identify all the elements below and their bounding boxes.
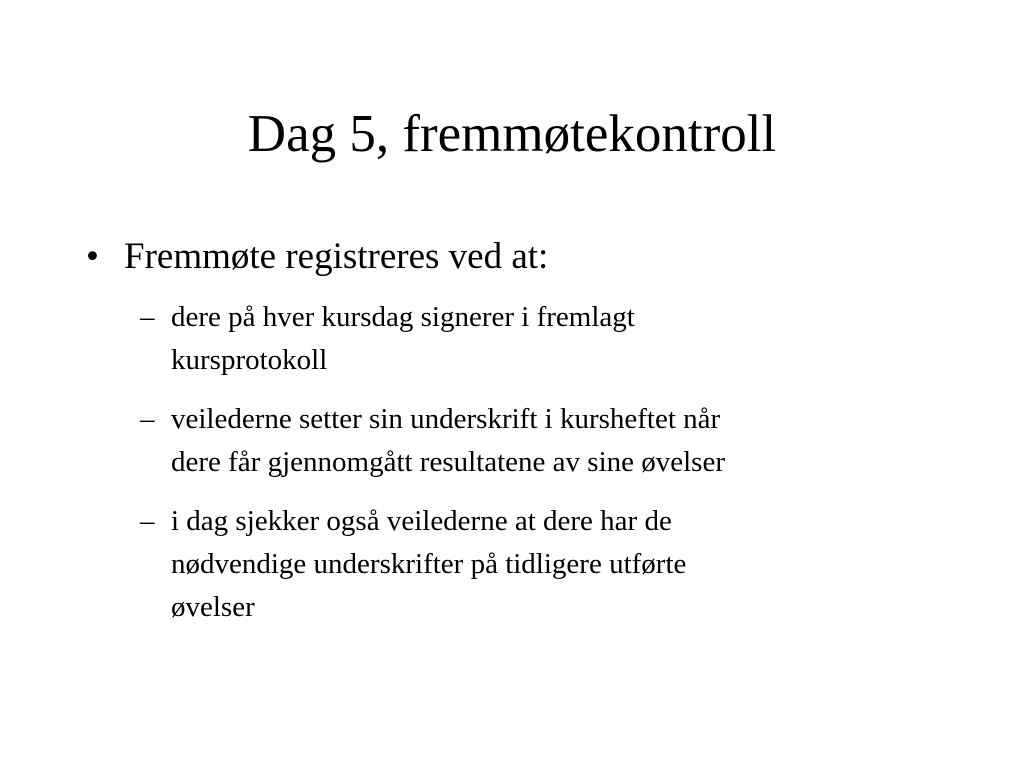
sub-bullet-item — [140, 296, 960, 382]
bullet-text: Fremmøte registreres ved at: — [124, 236, 549, 277]
sub-bullet-line: dere på hver kursdag signerer i fremlagt — [171, 301, 635, 333]
bullet-item — [86, 232, 966, 282]
slide-title: Dag 5, fremmøtekontroll — [247, 105, 777, 163]
bullet-marker: • — [86, 236, 99, 277]
dash-marker: – — [140, 403, 155, 435]
dash-marker: – — [140, 301, 155, 333]
sub-bullet-line: veilederne setter sin underskrift i kursheftet når — [171, 403, 721, 435]
dash-marker: – — [140, 505, 155, 537]
sub-bullet-item — [140, 398, 960, 484]
sub-bullet-line: i dag sjekker også veilederne at dere har de — [171, 505, 672, 537]
sub-bullet-line: øvelser — [171, 591, 255, 623]
sub-bullet-line: dere får gjennomgått resultatene av sine øvelser — [171, 446, 725, 478]
sub-bullet-line: nødvendige underskrifter på tidligere utførte — [171, 548, 687, 580]
sub-bullet-list — [140, 296, 960, 645]
sub-bullet-line: kursprotokoll — [171, 344, 328, 376]
sub-bullet-item — [140, 500, 960, 629]
